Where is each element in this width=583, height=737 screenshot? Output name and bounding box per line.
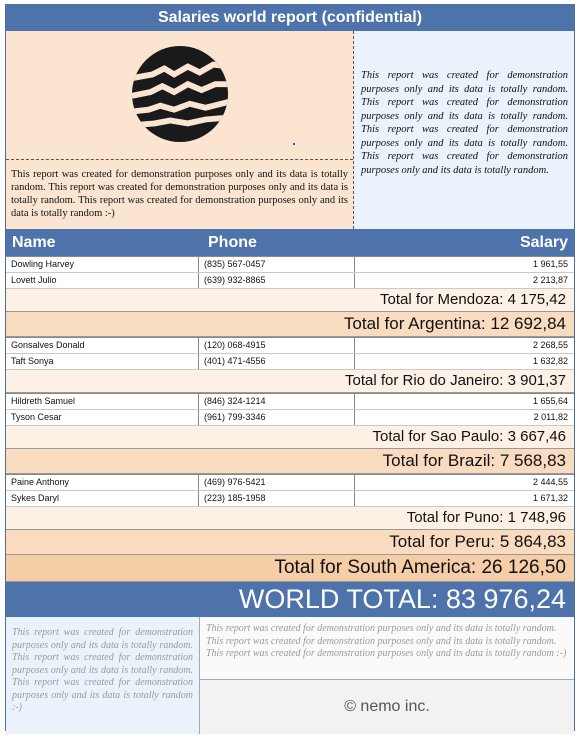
- employee-name: Dowling Harvey: [6, 257, 199, 272]
- employee-salary: 2 444,55: [532, 477, 568, 487]
- employee-name: Lovett Julio: [6, 273, 199, 288]
- table-row: [6, 410, 574, 426]
- employee-salary: 1 961,55: [532, 259, 568, 269]
- employee-phone: (401) 471-4556: [199, 354, 355, 369]
- employee-phone: (835) 567-0457: [199, 257, 355, 272]
- continent-total-south-america: Total for South America: 26 126,50: [6, 555, 574, 582]
- country-total-peru: Total for Peru: 5 864,83: [6, 530, 574, 555]
- table-row: [6, 393, 574, 410]
- footer-right-note-box: [200, 617, 574, 680]
- decorative-dot: [293, 143, 295, 145]
- header-left-panel: [6, 31, 354, 229]
- world-total: WORLD TOTAL: 83 976,24: [6, 582, 574, 616]
- employee-name: Sykes Daryl: [6, 491, 199, 506]
- employee-phone: (961) 799-3346: [199, 410, 355, 425]
- column-header-salary: Salary: [519, 234, 568, 251]
- table-row: [6, 273, 574, 289]
- employee-name: Paine Anthony: [6, 475, 199, 490]
- employee-phone: (120) 068-4915: [199, 338, 355, 353]
- employee-phone: (223) 185-1958: [199, 491, 355, 506]
- employee-salary: 2 213,87: [532, 275, 568, 285]
- report-title: Salaries world report (confidential): [6, 5, 574, 31]
- employee-phone: (639) 932-8865: [199, 273, 355, 288]
- table-row: [6, 337, 574, 354]
- employee-name: Tyson Cesar: [6, 410, 199, 425]
- country-total-argentina: Total for Argentina: 12 692,84: [6, 312, 574, 337]
- table-row: [6, 491, 574, 507]
- table-row: [6, 354, 574, 370]
- employee-salary: 1 671,32: [532, 493, 568, 503]
- report-footer: [6, 616, 574, 734]
- table-row: [6, 474, 574, 491]
- employee-salary: 2 011,82: [533, 412, 568, 422]
- footer-right-panel: [200, 617, 574, 734]
- copyright: © nemo inc.: [200, 680, 574, 734]
- city-total-sao-paulo: Total for Sao Paulo: 3 667,46: [6, 426, 574, 449]
- header-right-note: This report was created for demonstration purposes only and its data is totally random. This report was created for demonstration purposes only and its data is totally random. This report was created for demonstration purposes only and its data is totally random. This report was created for demonstration purposes only and its data is totally random.: [361, 70, 568, 176]
- employee-salary: 1 632,82: [532, 356, 568, 366]
- header-left-note: This report was created for demonstration purposes only and its data is totally random. This report was created for demonstration purposes only and its data is totally random. This report was created for demonstration purposes only and its data is totally random :-): [11, 169, 348, 219]
- column-header-phone: Phone: [208, 234, 257, 251]
- footer-right-note: This report was created for demonstration purposes only and its data is totally random. This report was created for demonstration purposes only and its data is totally random. This report was created for demonstration purposes only and its data is totally random :-): [206, 623, 567, 659]
- footer-left-note: This report was created for demonstration purposes only and its data is totally random. This report was created for demonstration purposes only and its data is totally random. This report was created for demonstration purposes only and its data is totally random :-): [12, 627, 193, 713]
- report-header: [6, 31, 574, 230]
- column-header-name: Name: [12, 234, 56, 251]
- header-right-panel: [354, 31, 574, 229]
- logo-area: [6, 31, 353, 160]
- employee-phone: (469) 976-5421: [199, 475, 355, 490]
- employee-salary: 2 268,55: [532, 340, 568, 350]
- employee-name: Gonsalves Donald: [6, 338, 199, 353]
- city-total-puno: Total for Puno: 1 748,96: [6, 507, 574, 530]
- city-total-mendoza: Total for Mendoza: 4 175,42: [6, 289, 574, 312]
- country-total-brazil: Total for Brazil: 7 568,83: [6, 449, 574, 474]
- table-header: [6, 230, 574, 256]
- table-row: [6, 256, 574, 273]
- employee-phone: (846) 324-1214: [199, 394, 355, 409]
- employee-name: Taft Sonya: [6, 354, 199, 369]
- employee-salary: 1 655,64: [532, 396, 568, 406]
- salary-report: [5, 4, 575, 731]
- wave-stripes-logo-icon: [131, 45, 229, 143]
- employee-name: Hildreth Samuel: [6, 394, 199, 409]
- city-total-rio: Total for Rio do Janeiro: 3 901,37: [6, 370, 574, 393]
- footer-left-panel: [6, 617, 200, 734]
